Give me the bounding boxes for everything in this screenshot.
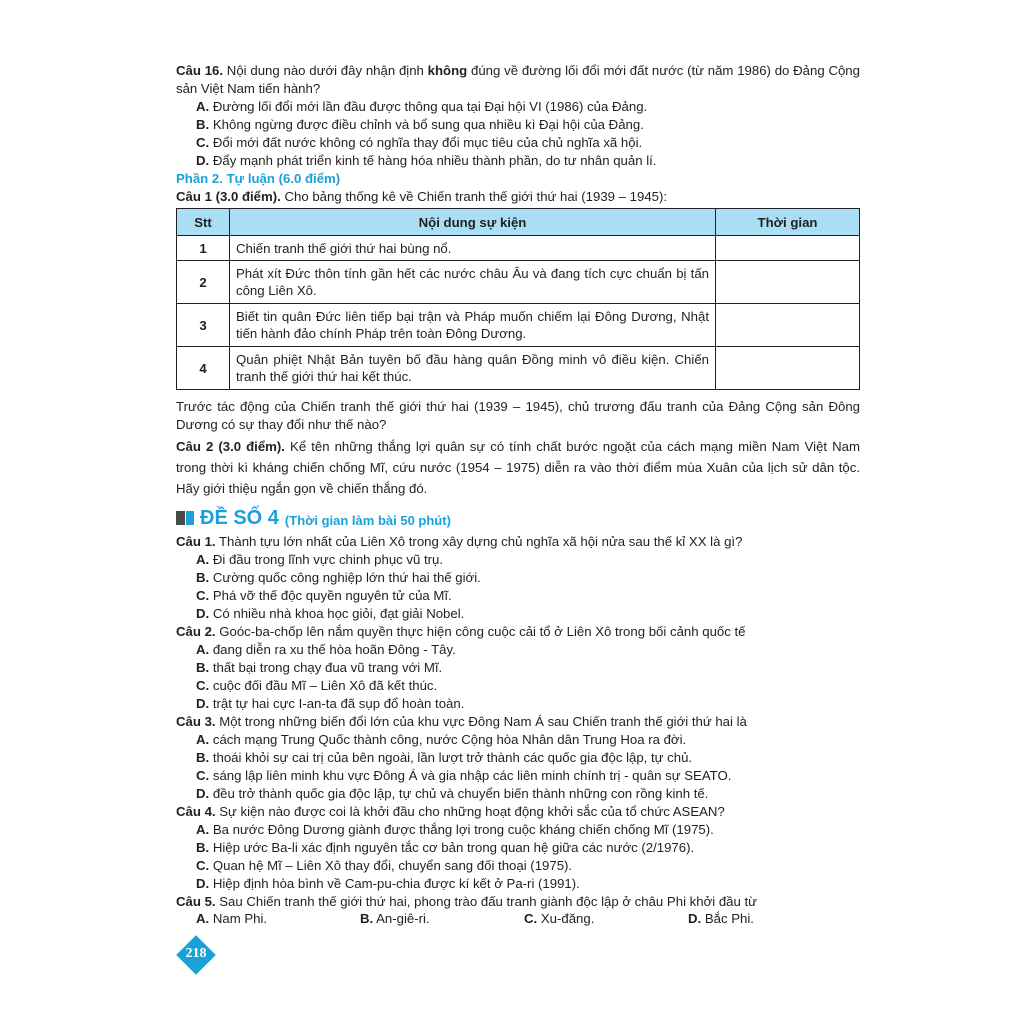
- table-row: [177, 347, 860, 390]
- option-c: C. Đổi mới đất nước không có nghĩa thay đổi mục tiêu của chủ nghĩa xã hội.: [196, 135, 643, 150]
- column-header: Nội dung sự kiện: [230, 209, 716, 236]
- option-d: D. Hiệp định hòa bình về Cam-pu-chia được kí kết ở Pa-ri (1991).: [196, 876, 580, 891]
- document-page: [176, 62, 860, 926]
- cell-time: [716, 236, 860, 261]
- table-row: [177, 261, 860, 304]
- option-d: D. trật tự hai cực I-an-ta đã sụp đổ hoàn toàn.: [196, 696, 465, 711]
- question-1: Câu 1. Thành tựu lớn nhất của Liên Xô trong xây dựng chủ nghĩa xã hội nửa sau thế kỉ XX là gì?: [176, 534, 743, 549]
- section-title: Phần 2. Tự luận (6.0 điểm): [176, 171, 341, 186]
- exam-title: ĐỀ SỐ 4: [200, 506, 279, 529]
- question-5: Câu 5. Sau Chiến tranh thế giới thứ hai, phong trào đấu tranh giành độc lập ở châu Phi khởi đầu từ: [176, 894, 757, 909]
- table-header: [177, 209, 860, 236]
- essay-question-2: Câu 2 (3.0 điểm). Kể tên những thắng lợi quân sự có tính chất bước ngoặt của cách mạng miền Nam Việt Nam trong thời kì kháng chiến chống Mĩ, cứu nước (1954 – 1975) diễn ra vào thời điểm mùa Xuân của lịch sử dân tộc. Hãy giới thiệu ngắn gọn về chiến thắng đó.: [176, 439, 860, 496]
- option-c: C. Quan hệ Mĩ – Liên Xô thay đổi, chuyển sang đối thoại (1975).: [196, 858, 573, 873]
- page-number-badge: [176, 935, 216, 975]
- option-b: B. An-giê-ri.: [360, 911, 430, 926]
- option-c: C. sáng lập liên minh khu vực Đông Á và gia nhập các liên minh chính trị - quân sự SEATO.: [196, 768, 732, 783]
- question-list: [176, 533, 860, 893]
- column-header: Thời gian: [716, 209, 860, 236]
- cell-time: [716, 304, 860, 347]
- option-c: C. Xu-đăng.: [524, 911, 595, 926]
- cell-time: [716, 347, 860, 390]
- cell-content: Biết tin quân Đức liên tiếp bại trận và Pháp muốn chiếm lại Đông Dương, Nhật tiến hành đảo chính Pháp trên toàn Đông Dương.: [230, 304, 716, 347]
- option-d: D. Đẩy mạnh phát triển kinh tế hàng hóa nhiều thành phần, do tư nhân quản lí.: [196, 153, 657, 168]
- question-3: Câu 3. Một trong những biến đổi lớn của khu vực Đông Nam Á sau Chiến tranh thế giới thứ hai là: [176, 714, 747, 729]
- cell-content: Phát xít Đức thôn tính gần hết các nước châu Âu và đang tích cực chuẩn bị tấn công Liên Xô.: [230, 261, 716, 304]
- option-b: B. Không ngừng được điều chỉnh và bổ sung qua nhiều kì Đại hội của Đảng.: [196, 117, 644, 132]
- option-a: A. Nam Phi.: [196, 911, 268, 926]
- option-c: C. Phá vỡ thế độc quyền nguyên tử của Mĩ.: [196, 588, 452, 603]
- question-5-options: [176, 911, 860, 926]
- option-d: D. Bắc Phi.: [688, 911, 754, 926]
- option-b: B. thất bại trong chạy đua vũ trang với Mĩ.: [196, 660, 443, 675]
- question-4: Câu 4. Sự kiện nào được coi là khởi đầu cho những hoạt động khởi sắc của tổ chức ASEAN?: [176, 804, 725, 819]
- cell-stt: 1: [177, 236, 230, 261]
- option-a: A. Đi đầu trong lĩnh vực chinh phục vũ trụ.: [196, 552, 444, 567]
- emphasis: không: [427, 63, 468, 78]
- events-table: [176, 208, 860, 390]
- question-2: Câu 2. Goóc-ba-chốp lên nắm quyền thực hiện công cuộc cải tổ ở Liên Xô trong bối cảnh quốc tế: [176, 624, 746, 639]
- page-number: 218: [185, 946, 207, 961]
- column-header: Stt: [177, 209, 230, 236]
- option-a: A. Đường lối đổi mới lần đầu được thông qua tại Đại hội VI (1986) của Đảng.: [196, 99, 648, 114]
- cell-time: [716, 261, 860, 304]
- cell-stt: 3: [177, 304, 230, 347]
- question-text: đúng về đường lối đổi mới đất nước (từ năm 1986) do Đảng Cộng sản Việt Nam tiến hành?: [176, 63, 860, 96]
- exam-heading: [176, 505, 860, 531]
- option-a: A. đang diễn ra xu thế hòa hoãn Đông - Tây.: [196, 642, 456, 657]
- essay-question-1: Câu 1 (3.0 điểm). Cho bảng thống kê về Chiến tranh thế giới thứ hai (1939 – 1945):: [176, 189, 668, 204]
- option-c: C. cuộc đối đầu Mĩ – Liên Xô đã kết thúc.: [196, 678, 438, 693]
- cell-stt: 4: [177, 347, 230, 390]
- cell-content: Quân phiệt Nhật Bản tuyên bố đầu hàng quân Đồng minh vô điều kiện. Chiến tranh thế giới thứ hai kết thúc.: [230, 347, 716, 390]
- cell-stt: 2: [177, 261, 230, 304]
- cell-content: Chiến tranh thế giới thứ hai bùng nổ.: [230, 236, 716, 261]
- option-d: D. đều trở thành quốc gia độc lập, tự chủ và chuyển biến thành những con rồng kinh tế.: [196, 786, 709, 801]
- option-d: D. Có nhiều nhà khoa học giỏi, đạt giải Nobel.: [196, 606, 465, 621]
- table-row: [177, 236, 860, 261]
- question-label: Câu 16.: [176, 63, 224, 78]
- heading-marker-icon: [186, 511, 194, 525]
- heading-marker-icon: [176, 511, 185, 525]
- option-a: A. Ba nước Đông Dương giành được thắng lợi trong cuộc kháng chiến chống Mĩ (1975).: [196, 822, 714, 837]
- essay-question-1-prompt: Trước tác động của Chiến tranh thế giới thứ hai (1939 – 1945), chủ trương đấu tranh của Đảng Cộng sản Đông Dương có sự thay đổi như thế nào?: [176, 399, 860, 432]
- exam-subtitle: (Thời gian làm bài 50 phút): [284, 512, 451, 528]
- option-b: B. Cường quốc công nghiệp lớn thứ hai thế giới.: [196, 570, 481, 585]
- table-row: [177, 304, 860, 347]
- option-b: B. thoái khỏi sự cai trị của bên ngoài, lần lượt trở thành các quốc gia độc lập, tự chủ.: [196, 750, 693, 765]
- question-text: Nội dung nào dưới đây nhận định: [223, 63, 428, 78]
- option-b: B. Hiệp ước Ba-li xác định nguyên tắc cơ bản trong quan hệ giữa các nước (2/1976).: [196, 840, 695, 855]
- question-16: [176, 62, 860, 98]
- option-a: A. cách mạng Trung Quốc thành công, nước Cộng hòa Nhân dân Trung Hoa ra đời.: [196, 732, 687, 747]
